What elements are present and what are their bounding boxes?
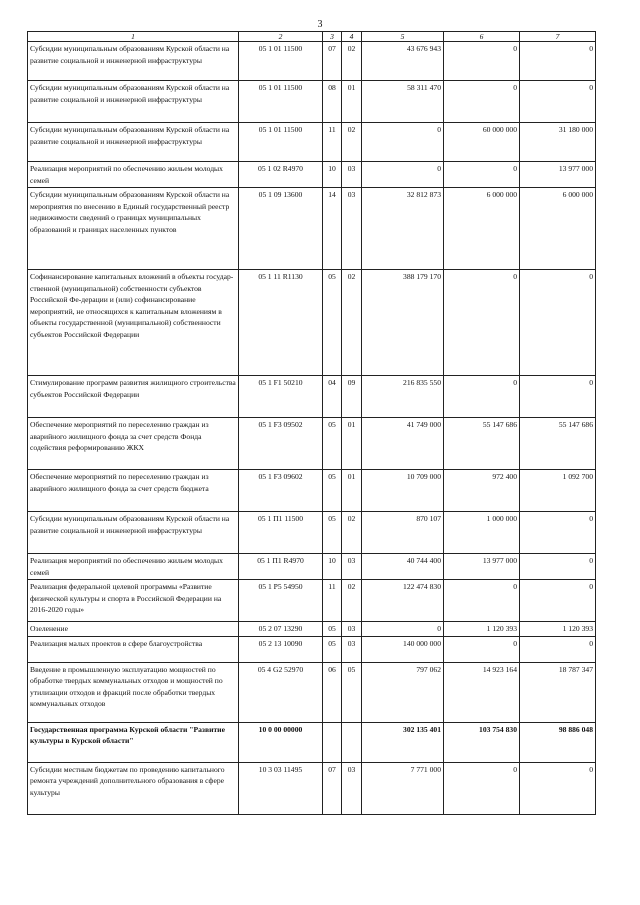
row-value-col6: 0 [444, 376, 520, 418]
column-header: 6 [444, 32, 520, 42]
row-value-col5: 302 135 401 [362, 722, 444, 762]
table-row [28, 762, 596, 814]
row-code: 05 1 01 11500 [239, 123, 323, 162]
table-row [28, 418, 596, 470]
row-name: Реализация мероприятий по обеспечению жильем молодых семей [28, 162, 239, 188]
row-value-col6: 0 [444, 42, 520, 81]
budget-table [27, 31, 596, 815]
row-value-col5: 388 179 170 [362, 270, 444, 376]
row-value-col5: 870 107 [362, 512, 444, 554]
row-value-col5: 216 835 550 [362, 376, 444, 418]
row-subsection [342, 722, 362, 762]
table-row [28, 123, 596, 162]
row-name: Реализация малых проектов в сфере благоустройства [28, 636, 239, 662]
row-subsection: 03 [342, 188, 362, 270]
row-section: 05 [323, 636, 342, 662]
row-subsection: 09 [342, 376, 362, 418]
row-value-col7: 0 [520, 270, 596, 376]
row-code: 10 3 03 11495 [239, 762, 323, 814]
row-value-col7: 18 787 347 [520, 662, 596, 722]
row-subsection: 01 [342, 418, 362, 470]
row-value-col6: 1 000 000 [444, 512, 520, 554]
row-section: 05 [323, 270, 342, 376]
row-value-col6: 14 923 164 [444, 662, 520, 722]
row-name: Озеленение [28, 622, 239, 637]
row-value-col7: 0 [520, 376, 596, 418]
row-name: Обеспечение мероприятий по переселению граждан из аварийного жилищного фонда за счет средств бюджета [28, 470, 239, 512]
row-code: 05 1 02 R4970 [239, 162, 323, 188]
row-value-col6: 60 000 000 [444, 123, 520, 162]
row-section: 07 [323, 762, 342, 814]
row-code: 05 1 F3 09502 [239, 418, 323, 470]
row-value-col6: 972 400 [444, 470, 520, 512]
row-subsection: 01 [342, 470, 362, 512]
row-code: 05 1 F1 50210 [239, 376, 323, 418]
table-row [28, 470, 596, 512]
row-code: 05 1 П1 R4970 [239, 554, 323, 580]
row-section: 05 [323, 418, 342, 470]
column-header: 7 [520, 32, 596, 42]
row-value-col7: 0 [520, 636, 596, 662]
row-section: 08 [323, 81, 342, 123]
row-value-col7: 13 977 000 [520, 162, 596, 188]
row-value-col6: 0 [444, 580, 520, 622]
row-code: 05 2 07 13290 [239, 622, 323, 637]
row-section: 10 [323, 554, 342, 580]
row-value-col5: 10 709 000 [362, 470, 444, 512]
row-value-col5: 0 [362, 123, 444, 162]
column-header: 5 [362, 32, 444, 42]
table-row [28, 622, 596, 637]
row-name: Реализация федеральной целевой программы «Развитие физической культуры и спорта в Российской Федерации на 2016-2020 годы» [28, 580, 239, 622]
row-section: 05 [323, 470, 342, 512]
row-value-col5: 43 676 943 [362, 42, 444, 81]
row-code: 05 1 F3 09602 [239, 470, 323, 512]
row-code: 05 1 01 11500 [239, 42, 323, 81]
row-section [323, 722, 342, 762]
row-name: Реализация мероприятий по обеспечению жильем молодых семей [28, 554, 239, 580]
row-value-col5: 122 474 830 [362, 580, 444, 622]
row-value-col5: 140 000 000 [362, 636, 444, 662]
row-code: 05 1 П1 11500 [239, 512, 323, 554]
row-section: 14 [323, 188, 342, 270]
row-value-col7: 0 [520, 762, 596, 814]
row-subsection: 05 [342, 662, 362, 722]
row-subsection: 03 [342, 762, 362, 814]
row-value-col7: 1 120 393 [520, 622, 596, 637]
row-name: Субсидии муниципальным образованиям Курской области на развитие социальной и инженерной инфраструктуры [28, 512, 239, 554]
row-subsection: 02 [342, 270, 362, 376]
row-value-col7: 0 [520, 580, 596, 622]
row-name: Обеспечение мероприятий по переселению граждан из аварийного жилищного фонда за счет средств Фонда содействия реформированию ЖКХ [28, 418, 239, 470]
row-section: 06 [323, 662, 342, 722]
row-subsection: 03 [342, 636, 362, 662]
row-value-col5: 40 744 400 [362, 554, 444, 580]
row-section: 10 [323, 162, 342, 188]
row-code: 05 1 01 11500 [239, 81, 323, 123]
table-row [28, 188, 596, 270]
column-header: 3 [323, 32, 342, 42]
row-code: 05 2 13 10090 [239, 636, 323, 662]
row-value-col5: 797 062 [362, 662, 444, 722]
row-section: 11 [323, 123, 342, 162]
row-value-col7: 0 [520, 81, 596, 123]
row-value-col7: 0 [520, 512, 596, 554]
column-header: 2 [239, 32, 323, 42]
table-row [28, 42, 596, 81]
row-code: 05 4 G2 52970 [239, 662, 323, 722]
row-value-col7: 31 180 000 [520, 123, 596, 162]
row-value-col7: 6 000 000 [520, 188, 596, 270]
row-value-col6: 55 147 686 [444, 418, 520, 470]
table-row [28, 722, 596, 762]
row-code: 05 1 P5 54950 [239, 580, 323, 622]
row-value-col5: 41 749 000 [362, 418, 444, 470]
row-value-col6: 0 [444, 762, 520, 814]
row-value-col6: 0 [444, 81, 520, 123]
row-name: Субсидии муниципальным образованиям Курской области на развитие социальной и инженерной инфраструктуры [28, 123, 239, 162]
row-section: 07 [323, 42, 342, 81]
row-subsection: 03 [342, 554, 362, 580]
row-subsection: 02 [342, 512, 362, 554]
row-name: Государственная программа Курской области "Развитие культуры в Курской области" [28, 722, 239, 762]
table-row [28, 662, 596, 722]
row-value-col5: 58 311 470 [362, 81, 444, 123]
row-subsection: 03 [342, 162, 362, 188]
table-row [28, 554, 596, 580]
row-value-col6: 0 [444, 162, 520, 188]
table-row [28, 270, 596, 376]
row-name: Софинансирование капитальных вложений в объекты государ-ственной (муниципальной) собственности субъектов Российской Фе-дерации и (или) софинансирование мероприятий, не относящихся к капитальным вложениям в объекты государственной (муниципальной) собственности субъектов Российской Федерации [28, 270, 239, 376]
row-code: 05 1 11 R1130 [239, 270, 323, 376]
table-row [28, 81, 596, 123]
row-value-col6: 13 977 000 [444, 554, 520, 580]
row-value-col5: 0 [362, 622, 444, 637]
row-value-col6: 1 120 393 [444, 622, 520, 637]
row-section: 05 [323, 512, 342, 554]
row-code: 10 0 00 00000 [239, 722, 323, 762]
table-row [28, 162, 596, 188]
row-value-col7: 1 092 700 [520, 470, 596, 512]
table-row [28, 580, 596, 622]
row-value-col6: 103 754 830 [444, 722, 520, 762]
row-value-col6: 0 [444, 636, 520, 662]
header-row [28, 32, 596, 42]
row-value-col7: 0 [520, 554, 596, 580]
row-value-col6: 6 000 000 [444, 188, 520, 270]
table-row [28, 636, 596, 662]
column-header: 1 [28, 32, 239, 42]
row-section: 05 [323, 622, 342, 637]
table-row [28, 512, 596, 554]
row-subsection: 02 [342, 123, 362, 162]
row-subsection: 02 [342, 580, 362, 622]
row-value-col5: 32 812 873 [362, 188, 444, 270]
row-name: Субсидии местным бюджетам по проведению капитального ремонта учреждений дополнительного образования в сфере культуры [28, 762, 239, 814]
row-section: 04 [323, 376, 342, 418]
row-value-col7: 98 886 048 [520, 722, 596, 762]
row-value-col5: 7 771 000 [362, 762, 444, 814]
row-code: 05 1 09 13600 [239, 188, 323, 270]
row-subsection: 02 [342, 42, 362, 81]
row-value-col7: 55 147 686 [520, 418, 596, 470]
row-name: Субсидии муниципальным образованиям Курской области на развитие социальной и инженерной инфраструктуры [28, 42, 239, 81]
row-value-col5: 0 [362, 162, 444, 188]
row-name: Субсидии муниципальным образованиям Курской области на мероприятия по внесению в Единый государственный реестр недвижимости сведений о границах муниципальных образований и границах населенных пунктов [28, 188, 239, 270]
row-name: Введение в промышленную эксплуатацию мощностей по обработке твердых коммунальных отходов и мощностей по утилизации отходов и фракций после обработки твердых коммунальных отходов [28, 662, 239, 722]
row-section: 11 [323, 580, 342, 622]
column-header: 4 [342, 32, 362, 42]
row-subsection: 03 [342, 622, 362, 637]
table-row [28, 376, 596, 418]
row-name: Стимулирование программ развития жилищного строительства субъектов Российской Федерации [28, 376, 239, 418]
row-value-col6: 0 [444, 270, 520, 376]
row-subsection: 01 [342, 81, 362, 123]
page-number: 3 [317, 19, 323, 30]
row-name: Субсидии муниципальным образованиям Курской области на развитие социальной и инженерной инфраструктуры [28, 81, 239, 123]
row-value-col7: 0 [520, 42, 596, 81]
